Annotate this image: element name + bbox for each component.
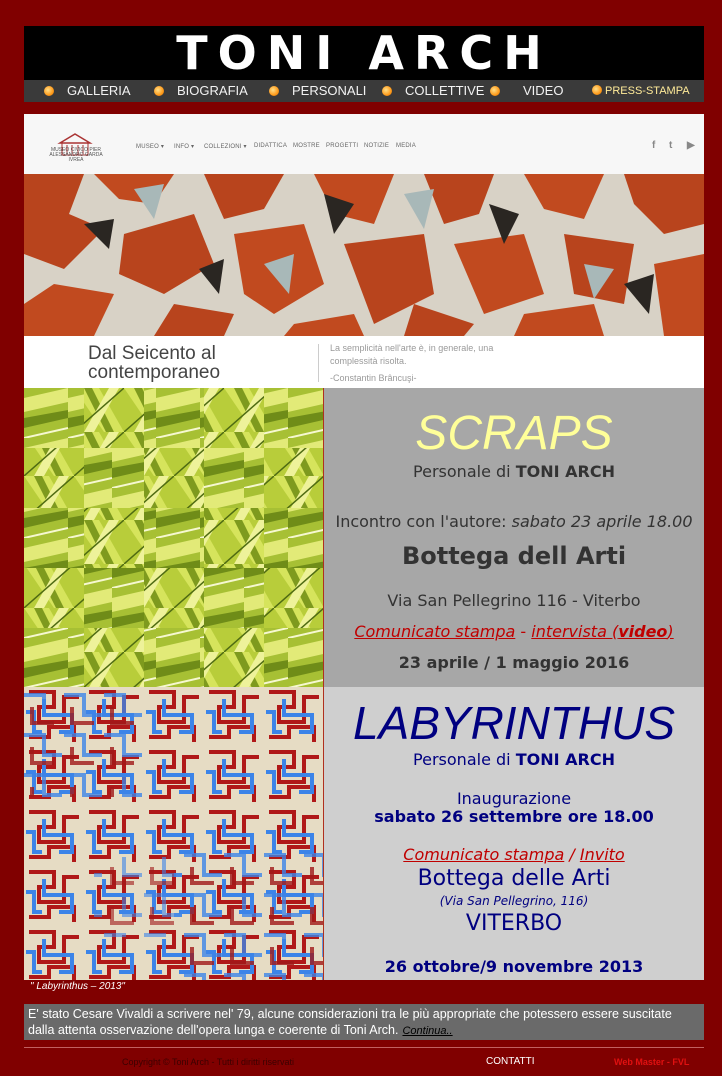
nav-item-biografia[interactable]: BIOGRAFIA xyxy=(154,80,248,102)
labyrinthus-subtitle: Personale di TONI ARCH xyxy=(413,750,615,769)
nav-bullet-icon xyxy=(490,86,500,96)
scraps-press-release-link[interactable]: Comunicato stampa xyxy=(354,622,516,641)
museum-name: MUSEO CIVICO PIER ALESSANDRO GARDA IVREA xyxy=(49,147,103,163)
nav-bullet-icon xyxy=(382,86,392,96)
scraps-subtitle: Personale di TONI ARCH xyxy=(413,462,615,481)
copyright-text: Copyright © Toni Arch - Tutti i diritti riservati xyxy=(122,1057,295,1067)
scraps-artwork-image[interactable] xyxy=(24,388,323,687)
scraps-title: SCRAPS xyxy=(415,407,613,460)
nav-bullet-icon xyxy=(44,86,54,96)
nav-item-personali[interactable]: PERSONALI xyxy=(269,80,366,102)
banner-caption: Dal Seicento al contemporaneo xyxy=(88,343,221,383)
banner-quote: La semplicità nell'arte è, in generale, una complessità risolta. -Constantin Brâncuşi- xyxy=(330,343,494,383)
labyrinthus-dates: 26 ottobre/9 novembre 2013 xyxy=(384,957,644,976)
continue-link[interactable]: Continua.. xyxy=(402,1025,453,1037)
museum-nav-mostre: MOSTRE xyxy=(293,143,320,149)
footer-divider xyxy=(24,1047,704,1048)
scraps-info-panel xyxy=(324,388,704,687)
labyrinthus-image-caption: " Labyrinthus – 2013" xyxy=(30,981,125,992)
scraps-dates: 23 aprile / 1 maggio 2016 xyxy=(398,653,630,672)
museum-nav-collezioni: COLLEZIONI ▾ xyxy=(204,144,247,150)
nav-item-video[interactable]: VIDEO xyxy=(490,80,563,102)
museum-header-bar xyxy=(24,114,704,174)
scraps-pattern xyxy=(24,388,323,687)
site-header xyxy=(24,26,704,80)
nav-item-collettive[interactable]: COLLETTIVE xyxy=(382,80,484,102)
labyrinthus-press-release-link[interactable]: Comunicato stampa xyxy=(403,845,565,864)
facebook-icon: f xyxy=(652,140,656,151)
critic-quote: E' stato Cesare Vivaldi a scrivere nel' 79, alcune considerazioni tra le più appropriate che potessero essere suscitate dalla attenta osservazione dell'opera lunga e coerente di Toni Arch. Continua.. xyxy=(28,1007,672,1037)
contact-link[interactable]: CONTATTI xyxy=(486,1056,535,1067)
labyrinthus-links: Comunicato stampa / Invito xyxy=(403,845,625,864)
museum-nav-progetti: PROGETTI xyxy=(326,143,359,149)
labyrinthus-info-panel xyxy=(324,687,704,980)
scraps-meeting: Incontro con l'autore: sabato 23 aprile 18.00 xyxy=(335,512,693,531)
abstract-painting-image xyxy=(24,174,704,336)
critic-quote-box xyxy=(24,1004,704,1040)
labyrinthus-venue: Bottega delle Arti xyxy=(417,866,611,891)
nav-bullet-icon xyxy=(269,86,279,96)
museum-banner[interactable] xyxy=(24,114,704,388)
museum-nav-didattica: DIDATTICA xyxy=(254,143,288,149)
webmaster-link[interactable]: Web Master - FVL xyxy=(614,1057,690,1067)
labyrinthus-artwork-image[interactable] xyxy=(24,687,323,980)
site-title[interactable]: TONI ARCH xyxy=(176,26,552,80)
labyrinth-pattern xyxy=(24,687,323,980)
nav-bullet-icon xyxy=(154,86,164,96)
main-nav xyxy=(24,80,704,102)
scraps-interview-link[interactable]: intervista (video) xyxy=(531,622,674,641)
labyrinthus-address: (Via San Pellegrino, 116) xyxy=(439,894,589,908)
labyrinthus-title: LABYRINTHUS xyxy=(352,697,676,749)
twitter-icon: t xyxy=(669,140,673,151)
museum-nav-museo: MUSEO ▾ xyxy=(136,144,165,150)
youtube-icon: ▶ xyxy=(687,140,695,151)
nav-bullet-icon xyxy=(592,85,602,95)
labyrinthus-inauguration-date: sabato 26 settembre ore 18.00 xyxy=(374,807,654,826)
labyrinthus-city: VITERBO xyxy=(465,911,563,936)
scraps-address: Via San Pellegrino 116 - Viterbo xyxy=(387,591,641,610)
nav-item-press-stampa[interactable]: PRESS-STAMPA xyxy=(592,80,690,102)
labyrinthus-inauguration-label: Inaugurazione xyxy=(456,789,572,808)
scraps-links: Comunicato stampa - intervista (video) xyxy=(354,622,674,641)
museum-nav-media: MEDIA xyxy=(396,143,417,149)
museum-nav-notizie: NOTIZIE xyxy=(364,143,390,149)
labyrinthus-invite-link[interactable]: Invito xyxy=(579,845,625,864)
nav-item-galleria[interactable]: GALLERIA xyxy=(44,80,131,102)
scraps-venue: Bottega dell Arti xyxy=(401,542,627,570)
caption-divider xyxy=(318,344,319,382)
museum-nav-info: INFO ▾ xyxy=(174,144,195,150)
